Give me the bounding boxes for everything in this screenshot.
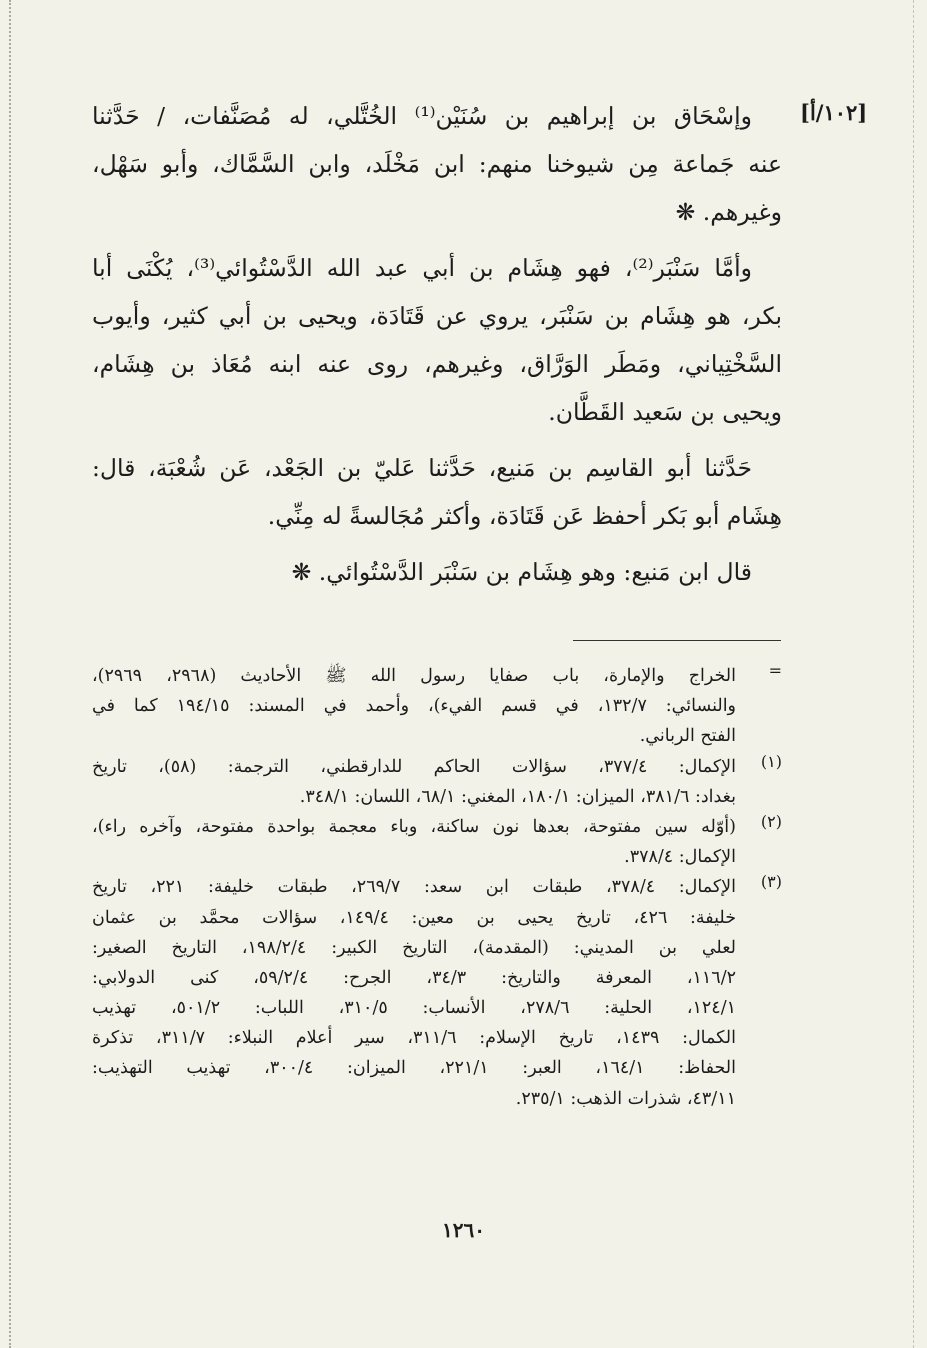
footnote-line: بغداد: ٣٨١/٦، الميزان: ١٨٠/١، المغني: ٦٨/١، اللسان: ٣٤٨/١.	[299, 786, 736, 807]
footnote-line: والنسائي: ١٣٢/٧، في قسم الفيء)، وأحمد في المسند: ١٩٤/١٥ كما في	[92, 696, 737, 717]
footnotes	[92, 661, 782, 1114]
footnote-number: (٣)	[760, 872, 782, 892]
footnote-line: لعلي بن المديني: (المقدمة)، التاريخ الكبير: ١٩٨/٢/٤، التاريخ الصغير:	[92, 937, 736, 958]
footnote-line: ١٢٤/١، الحلية: ٢٧٨/٦، الأنساب: ٣١٠/٥، اللباب: ٥٠١/٢، تهذيب	[92, 998, 736, 1019]
text-line: قال ابن مَنيع: وهو هِشَام بن سَنْبَر الدَّسْتُوائي. ❋	[291, 558, 752, 586]
main-text	[92, 92, 782, 596]
scan-edge-left	[9, 0, 11, 1348]
footnote-line: الإكمال: ٣٧٨/٤.	[624, 847, 736, 868]
folio-marker: [١٠٢/أ]	[800, 100, 868, 125]
footnote-3	[92, 872, 782, 1114]
footnote-line: الإكمال: ٣٧٧/٤، سؤالات الحاكم للدارقطني، الترجمة: (٥٨)، تاريخ	[92, 756, 737, 777]
footnote-line: الكمال: ١٤٣٩، تاريخ الإسلام: ٣١١/٦، سير أعلام النبلاء: ٣١١/٧، تذكرة	[92, 1028, 736, 1049]
footnote-line: ١١٦/٢، المعرفة والتاريخ: ٣٤/٣، الجرح: ٥٩/٢/٤، كنى الدولابي:	[92, 967, 736, 988]
text-line: هِشَام أبو بَكر أحفظ عَن قَتَادَة، وأكثر مُجَالسةً له مِنِّي.	[267, 502, 782, 530]
footnote-line: الخراج والإمارة، باب صفايا رسول الله ﷺ الأحاديث (٢٩٦٨، ٢٩٦٩)،	[92, 666, 737, 686]
footnote-number: =	[768, 661, 782, 680]
text-line: بكر، هو هِشَام بن سَنْبَر، يروي عن قَتَادَة، ويحيى بن أبي كثير، وأيوب	[92, 302, 782, 330]
text-line: وغيرهم. ❋	[675, 198, 782, 226]
footnote-number: (١)	[760, 751, 782, 771]
footnote-line: الحفاظ: ١٦٤/١، العبر: ٢٢١/١، الميزان: ٣٠٠/٤، تهذيب التهذيب:	[92, 1058, 736, 1079]
footnote-line: خليفة: ٤٢٦، تاريخ يحيى بن معين: ١٤٩/٤، سؤالات محمَّد بن عثمان	[92, 907, 737, 928]
footnote-line: ٤٣/١١، شذرات الذهب: ٢٣٥/١.	[515, 1088, 736, 1109]
footnote-continuation	[92, 661, 782, 752]
scan-edge-right	[913, 0, 914, 1348]
footnote-line: الفتح الرباني.	[639, 726, 736, 747]
text-line: وإسْحَاق بن إبراهيم بن سُنَيْن⁽¹⁾ الخُتَّلي، له مُصَنَّفات، / حَدَّثنا	[92, 102, 752, 130]
footnote-number: (٢)	[760, 811, 782, 831]
text-line: ويحيى بن سَعيد القَطَّان.	[548, 398, 782, 426]
footnote-line: (أوّله سين مفتوحة، بعدها نون ساكنة، وباء معجمة بواحدة مفتوحة، وآخره راء)،	[92, 816, 736, 837]
footnote-2	[92, 812, 782, 872]
footnote-separator	[573, 640, 781, 641]
text-line: عنه جَماعة مِن شيوخنا منهم: ابن مَخْلَد، وابن السَّمَّاك، وأبو سَهْل،	[92, 150, 782, 178]
text-line: وأمَّا سَنْبَر⁽²⁾، فهو هِشَام بن أبي عبد الله الدَّسْتُوائي⁽³⁾، يُكْنَى أبا	[92, 254, 752, 282]
text-line: السَّخْتِياني، ومَطَر الوَرَّاق، وغيرهم، روى عنه ابنه مُعَاذ بن هِشَام،	[92, 350, 782, 378]
footnote-1	[92, 752, 782, 812]
page-number: ١٢٦٠	[442, 1218, 485, 1242]
footnote-line: الإكمال: ٣٧٨/٤، طبقات ابن سعد: ٢٦٩/٧، طبقات خليفة: ٢٢١، تاريخ	[92, 877, 736, 898]
text-line: حَدَّثنا أبو القاسِم بن مَنيع، حَدَّثنا عَليّ بن الجَعْد، عَن شُعْبَة، قال:	[92, 454, 752, 482]
